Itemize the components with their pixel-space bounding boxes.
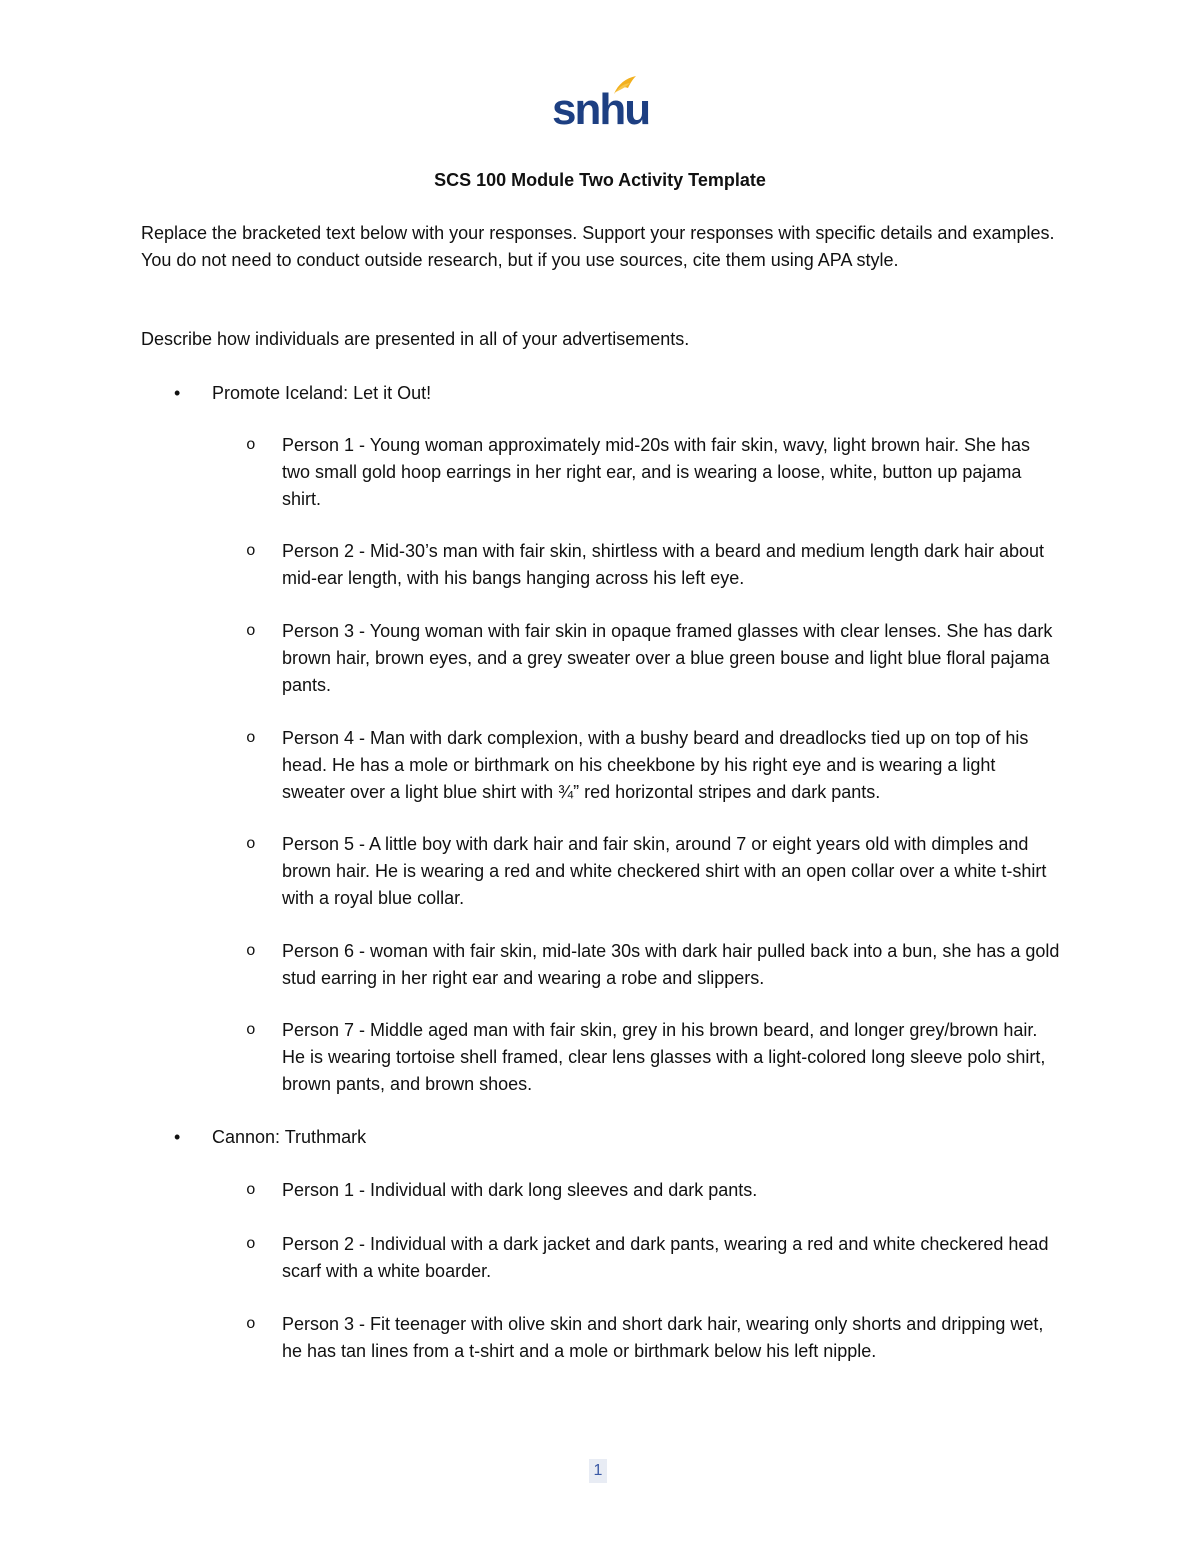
list-item-text: Person 2 - Individual with a dark jacket and dark pants, wearing a red and white checkered head scarf with a white boarder. xyxy=(282,1234,1049,1281)
sub-bullet-icon: o xyxy=(246,1021,256,1039)
sub-bullet-icon: o xyxy=(246,436,256,454)
list-item-text: Person 6 - woman with fair skin, mid-late 30s with dark hair pulled back into a bun, she has a gold stud earring in her right ear and wearing a robe and slippers. xyxy=(282,941,1060,988)
question-paragraph: Describe how individuals are presented in all of your advertisements. xyxy=(141,329,690,349)
sub-bullet-icon: o xyxy=(246,622,256,640)
snhu-logo xyxy=(552,72,650,134)
list-item-text: Person 3 - Young woman with fair skin in opaque framed glasses with clear lenses. She has dark brown hair, brown eyes, and a grey sweater over a blue green bouse and light blue floral pajama pants. xyxy=(282,621,1053,695)
section-heading-text: Cannon: Truthmark xyxy=(212,1127,367,1147)
list-item-text: Person 4 - Man with dark complexion, with a bushy beard and dreadlocks tied up on top of his head. He has a mole or birthmark on his cheekbone by his right eye and is wearing a light sweater over a light blue shirt with ¾” red horizontal stripes and dark pants. xyxy=(282,728,1029,802)
sub-bullet-icon: o xyxy=(246,1181,256,1199)
bullet-icon: • xyxy=(174,383,181,403)
list-item-text: Person 7 - Middle aged man with fair skin, grey in his brown beard, and longer grey/brown hair. He is wearing tortoise shell framed, clear lens glasses with a light-colored long sleeve polo shirt, brown pants, and brown shoes. xyxy=(282,1020,1046,1094)
page-number: 1 xyxy=(589,1459,607,1483)
instructions-paragraph: Replace the bracketed text below with your responses. Support your responses with specific details and examples. You do not need to conduct outside research, but if you use sources, cite them using APA style. xyxy=(141,223,1055,270)
sub-bullet-icon: o xyxy=(246,1235,256,1253)
page-title: SCS 100 Module Two Activity Template xyxy=(434,170,766,190)
bullet-icon: • xyxy=(174,1127,181,1147)
sub-bullet-icon: o xyxy=(246,542,256,560)
sub-bullet-icon: o xyxy=(246,1315,256,1333)
list-item-text: Person 1 - Individual with dark long sleeves and dark pants. xyxy=(282,1180,758,1200)
section-heading-text: Promote Iceland: Let it Out! xyxy=(212,383,432,403)
sub-bullet-icon: o xyxy=(246,729,256,747)
list-item-text: Person 1 - Young woman approximately mid-20s with fair skin, wavy, light brown hair. She has two small gold hoop earrings in her right ear, and is wearing a loose, white, button up pajama shirt. xyxy=(282,435,1031,509)
list-item-text: Person 2 - Mid-30’s man with fair skin, shirtless with a beard and medium length dark hair about mid-ear length, with his bangs hanging across his left eye. xyxy=(282,541,1045,588)
sub-bullet-icon: o xyxy=(246,835,256,853)
list-item-text: Person 3 - Fit teenager with olive skin and short dark hair, wearing only shorts and dripping wet, he has tan lines from a t-shirt and a mole or birthmark below his left nipple. xyxy=(282,1314,1044,1361)
sub-bullet-icon: o xyxy=(246,942,256,960)
logo-wordmark: snhu xyxy=(552,85,650,134)
list-item-text: Person 5 - A little boy with dark hair and fair skin, around 7 or eight years old with dimples and brown hair. He is wearing a red and white checkered shirt with an open collar over a white t-shirt with a royal blue collar. xyxy=(282,834,1047,908)
